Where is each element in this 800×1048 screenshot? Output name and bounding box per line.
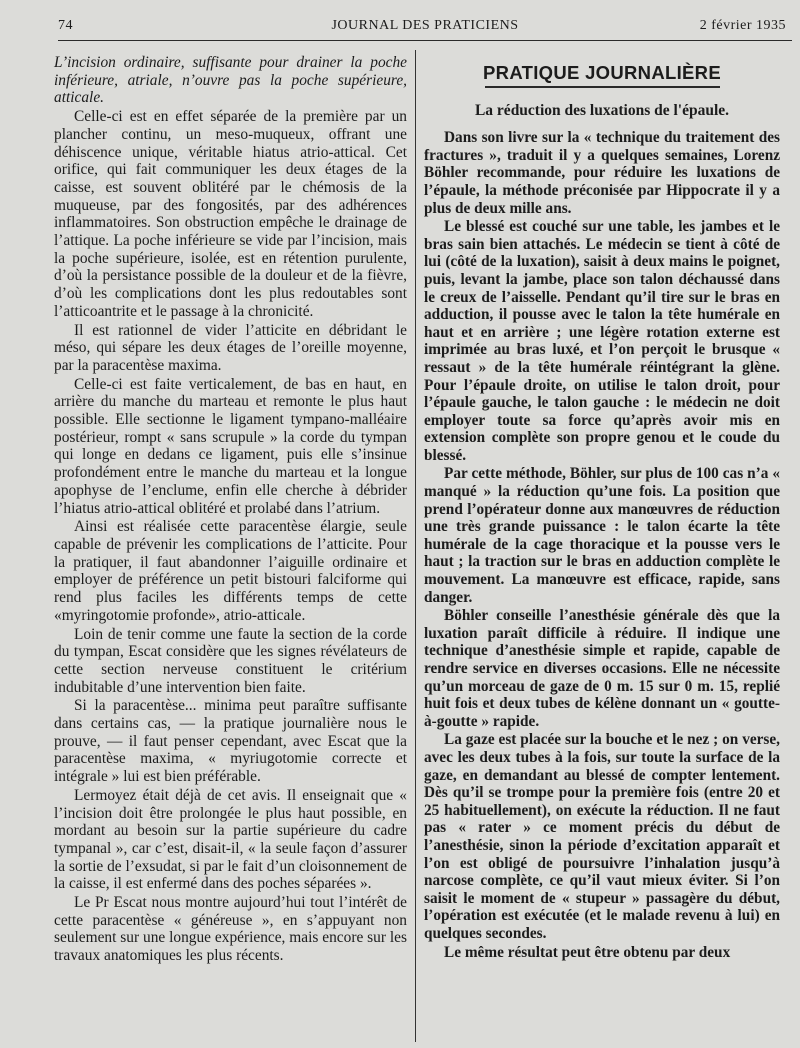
issue-date: 2 février 1935 — [699, 18, 786, 33]
page-number: 74 — [58, 18, 73, 33]
paragraph: Il est rationnel de vider l’atticite en débridant le méso, qui sépare les deux étages de l’oreille moyenne, par la paracentèse maxima. — [54, 321, 407, 374]
paragraph: Loin de tenir comme une faute la section de la corde du tympan, Escat considère que les signes révélateurs de cette section nerveuse constituent le critérium indubitable d’une intervention bien faite. — [54, 625, 407, 696]
paragraph: Celle-ci est en effet séparée de la première par un plancher continu, un meso-muqueux, offrant une déhiscence unique, véritable hiatus atrio-attical. Cet orifice, qui fait communiquer les deux étages de la caisse, est souvent oblitéré par le chémosis de la muqueuse, par des fongosités, par des adhérences inflammatoires. Son obstruction empêche le drainage de l’attique. La poche inférieure se vide par l’incision, mais la poche supérieure, isolée, est en rétention purulente, d’où la persistance possible de la douleur et de la fièvre, d’où les complications dont les plus redoutables sont l’atticoantrite et le passage à la chronicité. — [54, 108, 407, 320]
paragraph: Le même résultat peut être obtenu par deux — [444, 943, 731, 961]
paragraph: Lermoyez était déjà de cet avis. Il enseignait que « l’incision doit être prolongée le plus haut possible, en mordant au besoin sur la partie supérieure du cadre tympanal », car c’est, disait-il, « la seule façon d’assurer la sortie de l’exsudat, si par le fait d’un cloisonnement de la caisse, il est enfermé dans des poches séparées ». — [54, 786, 407, 893]
paragraph: Ainsi est réalisée cette paracentèse élargie, seule capable de prévenir les complications de l’atticite. Pour la pratiquer, il faut abandonner l’aiguille ordinaire et employer de préférence un petit bistouri falciforme qui rend plus faciles les différents temps de cette «myringotomie profonde», atrio-atticale. — [54, 518, 407, 624]
paragraph: Celle-ci est faite verticalement, de bas en haut, en arrière du manche du marteau et remonte le plus haut possible. Elle sectionne le ligament tympano-malléaire postérieur, rompt « sans scrupule » la corde du tympan qui longe en dedans ce ligament, puis elle s’insinue profondément entre le manche du marteau et la longue apophyse de l’enclume, enfin elle cherche à débrider l’hiatus atrio-attical oblitéré et prolabé dans l’atrium. — [54, 375, 407, 517]
journal-title: JOURNAL DES PRATICIENS — [331, 18, 519, 33]
paragraph: Dans son livre sur la « technique du traitement des fractures », traduit il y a quelques semaines, Lorenz Böhler recommande, pour réduire les luxations de l’épaule, la méthode préconisée par Hippocrate il y a plus de deux mille ans. — [424, 129, 780, 217]
paragraph: L’incision ordinaire, suffisante pour drainer la poche inférieure, atriale, n’ouvre pas la poche supérieure, atticale. — [54, 54, 407, 107]
paragraph: Böhler conseille l’anesthésie générale dès que la luxation paraît difficile à réduire. Il indique une technique d’anesthésie simple et rapide, capable de rendre service en diverses occasions. Elle ne nécessite qu’un morceau de gaze de 0 m. 15 sur 0 m. 15, replié huit fois et deux tubes de kélène donnant un « goutte-à-goutte » rapide. — [424, 607, 780, 730]
running-header — [58, 14, 792, 41]
left-column — [54, 54, 407, 1044]
paragraph: Le Pr Escat nous montre aujourd’hui tout l’intérêt de cette paracentèse « généreuse », en s’appuyant non seulement sur une longue expérience, mais encore sur les travaux anatomiques les plus récents. — [54, 894, 407, 965]
paragraph: Si la paracentèse... minima peut paraître suffisante dans certains cas, — la pratique journalière nous le prouve, — il faut penser cependant, avec Escat que la paracentèse maxima, « myriugotomie correcte et intégrale » lui est bien préférable. — [54, 697, 407, 786]
section-underline — [485, 86, 720, 88]
paragraph: Par cette méthode, Böhler, sur plus de 100 cas n’a « manqué » la réduction qu’une fois. La position que prend l’opérateur donne aux manœuvres de réduction une très grande puissance : le talon écarte la tête humérale de la cage thoracique et la pousse vers le haut ; la traction sur le bras en adduction complète le mouvement. La manœuvre est efficace, rapide, sans danger. — [424, 465, 780, 606]
section-title: PRATIQUE JOURNALIÈRE — [483, 62, 721, 83]
paragraph: La gaze est placée sur la bouche et le nez ; on verse, avec les deux tubes à la fois, sur toute la surface de la gaze, en demandant au blessé de compter lentement. Dès qu’il se trompe pour la première fois (entre 20 et 25 habituellement), on exécute la réduction. Il ne faut pas « rater » ce moment précis du début de l’anesthésie, sinon la période d’excitation apparaît et l’on est obligé de poursuivre l’inhalation jusqu’à narcose complète, ce qu’il vaut mieux éviter. Si l’on saisit le moment de « stupeur » passagère du début, l’opération est exécutée (et le malade revenu à lui) en quelques secondes. — [424, 731, 780, 942]
column-divider — [415, 50, 416, 1042]
right-column — [424, 54, 780, 1044]
paragraph: Le blessé est couché sur une table, les jambes et le bras sain bien attachés. Le médecin se tient à côté de lui (côté de la luxation), saisit à deux mains le poignet, puis, levant la jambe, place son talon déchaussé dans le creux de l’aisselle. Pendant qu’il tire sur le bras en adduction, il pousse avec le talon la tête humérale en haut et en arrière ; une légère rotation externe est imprimée au bras luxé, et l’on perçoit le brusque « ressaut » de la tête humérale réintégrant la glène. Pour l’épaule droite, on utilise le talon droit, pour l’épaule gauche, le talon gauche : le médecin ne doit employer toute sa force qu’après avoir mis en extension complète son propre genou et le coude du blessé. — [424, 218, 780, 464]
article-title: La réduction des luxations de l'épaule. — [474, 101, 730, 119]
